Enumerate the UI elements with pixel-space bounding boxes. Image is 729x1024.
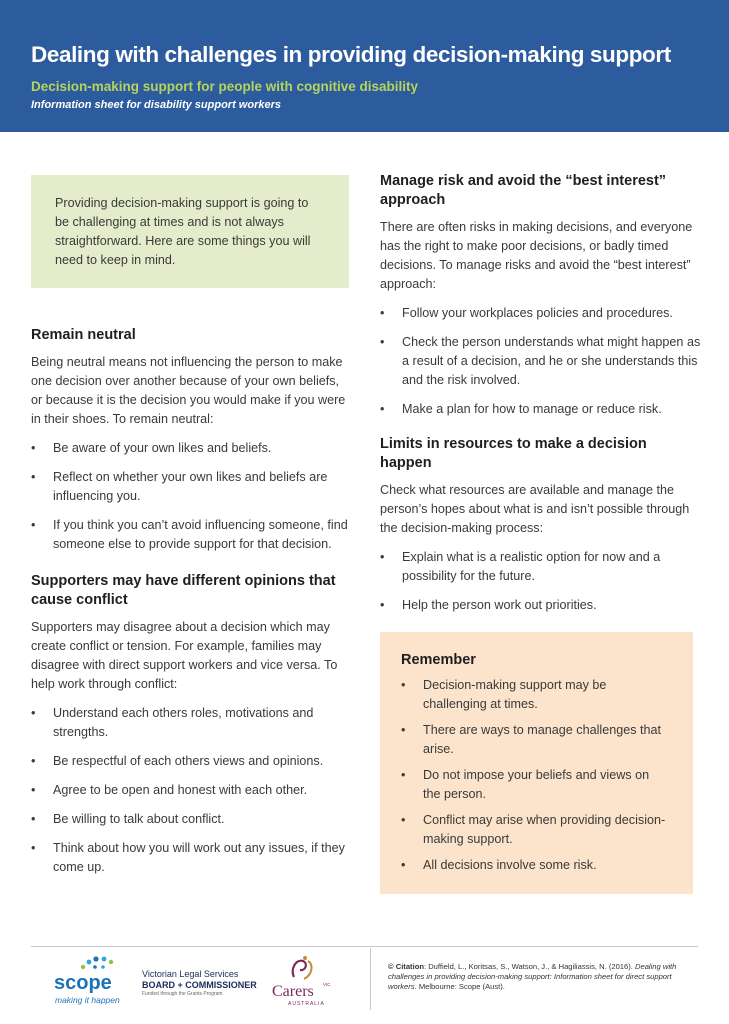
header-banner — [0, 0, 729, 132]
bullet-icon: • — [401, 723, 406, 737]
list-item: • Follow your workplaces policies and procedures. — [380, 304, 702, 323]
citation-mark: © Citation — [388, 962, 424, 971]
citation-authors: : Duffield, L., Koritsas, S., Watson, J., & Hagiliassis, N. (2016). — [423, 962, 635, 971]
bullet-icon: • — [401, 678, 406, 692]
vlsb-line2: BOARD + COMMISSIONER — [142, 980, 257, 990]
bullet-icon: • — [31, 518, 36, 532]
list-item: • Be respectful of each others views and opinions. — [31, 752, 349, 771]
remember-box — [380, 632, 693, 894]
list-item: • Understand each others roles, motivations and strengths. — [31, 706, 314, 739]
scope-tagline: making it happen — [55, 995, 120, 1005]
page-kicker: Information sheet for disability support workers — [31, 99, 281, 111]
carers-wordmark: Carers — [272, 983, 314, 1000]
bullet-icon: • — [31, 841, 36, 855]
bullet-icon: • — [401, 858, 406, 872]
list-item: • Make a plan for how to manage or reduce risk. — [380, 400, 702, 419]
intro-text: Providing decision-making support is going to be challenging at times and is not always straightforward. Here are some things you will need to keep in mind. — [55, 196, 311, 267]
list-item: • Reflect on whether your own likes and beliefs are influencing you. — [31, 470, 328, 503]
bullet-icon: • — [31, 783, 36, 797]
page-subtitle: Decision-making support for people with cognitive disability — [31, 79, 419, 94]
vlsb-logo — [142, 969, 257, 1001]
list-item: • Conflict may arise when providing decision-making support. — [401, 813, 666, 846]
citation-publisher: . Melbourne: Scope (Aust). — [414, 982, 505, 991]
section-text-conflict: Supporters may disagree about a decision which may create conflict or tension. For example, families may disagree with direct support workers and vice versa. To help work through conflict: — [31, 620, 338, 691]
footer-divider — [31, 946, 698, 947]
scope-wordmark: scope — [54, 972, 112, 994]
bullet-icon: • — [380, 402, 385, 416]
bullet-icon: • — [380, 306, 385, 320]
section-text-manage-risk: There are often risks in making decisions, and everyone has the right to make poor decisions, or badly timed decisions. To manage risks and avoid the “best interest” approach: — [380, 220, 693, 291]
list-item: • If you think you can’t avoid influencing someone, find someone else to provide support for that decision. — [31, 518, 348, 551]
section-heading-remain-neutral: Remain neutral — [31, 327, 136, 343]
list-item: • Be aware of your own likes and beliefs. — [31, 439, 349, 458]
section-heading-manage-risk: Manage risk and avoid the “best interest” approach — [380, 173, 667, 208]
page-title: Dealing with challenges in providing decision-making support — [31, 42, 671, 67]
list-item: • Help the person work out priorities. — [380, 596, 702, 615]
vlsb-line3: Funded through the Grants Program — [142, 991, 223, 997]
bullet-list-conflict — [31, 704, 349, 877]
bullet-icon: • — [380, 550, 385, 564]
vlsb-line1: Victorian Legal Services — [142, 969, 239, 979]
left-column — [31, 175, 349, 887]
section-heading-resources: Limits in resources to make a decision happen — [380, 436, 647, 471]
scope-logo — [50, 955, 120, 1010]
list-item: • Do not impose your beliefs and views on the person. — [401, 768, 650, 801]
bullet-icon: • — [401, 813, 406, 827]
bullet-list-resources — [380, 548, 702, 615]
bullet-icon: • — [401, 768, 406, 782]
bullet-icon: • — [31, 812, 36, 826]
right-column — [380, 172, 702, 894]
bullet-icon: • — [380, 598, 385, 612]
remember-list — [401, 676, 669, 875]
bullet-icon: • — [31, 441, 36, 455]
section-heading-conflict: Supporters may have different opinions that cause conflict — [31, 573, 336, 608]
section-text-resources: Check what resources are available and manage the person’s hopes about what is and isn’t possible through the decision-making process: — [380, 483, 690, 535]
carers-country: AUSTRALIA — [288, 1001, 325, 1007]
bullet-icon: • — [31, 754, 36, 768]
citation — [388, 962, 700, 992]
list-item: • There are ways to manage challenges that arise. — [401, 723, 662, 756]
list-item: • Decision-making support may be challenging at times. — [401, 678, 607, 711]
bullet-icon: • — [380, 335, 385, 349]
bullet-list-manage-risk — [380, 304, 702, 419]
bullet-icon: • — [31, 706, 36, 720]
list-item: • Check the person understands what might happen as a result of a decision, and he or she understands this and the risk involved. — [380, 335, 701, 387]
section-text-remain-neutral: Being neutral means not influencing the person to make one decision over another because of your own beliefs, or because it is the decision you would make if you were in their shoes. To remain neutral: — [31, 355, 346, 426]
bullet-list-remain-neutral — [31, 439, 349, 554]
bullet-icon: • — [31, 470, 36, 484]
remember-heading: Remember — [401, 652, 476, 668]
list-item: • All decisions involve some risk. — [401, 856, 669, 875]
list-item: • Be willing to talk about conflict. — [31, 810, 349, 829]
list-item: • Agree to be open and honest with each other. — [31, 781, 349, 800]
intro-box — [31, 175, 349, 288]
carers-logo — [268, 955, 338, 1010]
list-item: • Explain what is a realistic option for now and a possibility for the future. — [380, 550, 661, 583]
carers-emblem-icon — [288, 955, 316, 983]
scope-dots-icon — [78, 955, 118, 973]
carers-vic: VIC — [323, 982, 331, 987]
list-item: • Think about how you will work out any issues, if they come up. — [31, 841, 345, 874]
citation-title: Dealing with challenges in providing decision-making support: Information sheet for direct support workers — [388, 962, 677, 991]
footer-vertical-divider — [370, 948, 371, 1010]
